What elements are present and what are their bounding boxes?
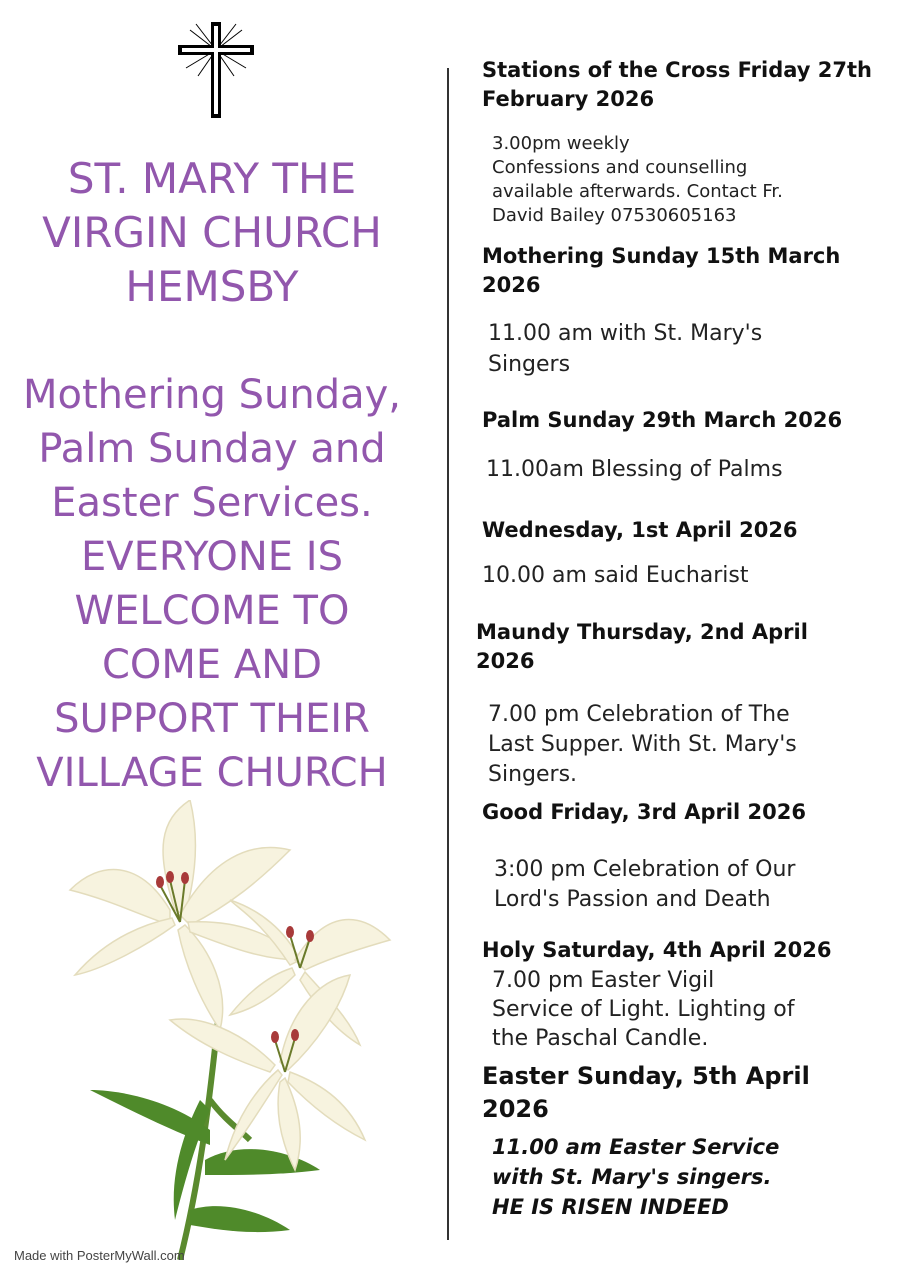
church-title-line: VIRGIN CHURCH	[42, 208, 382, 257]
event-detail-line: Confessions and counselling	[492, 157, 748, 178]
event-details	[492, 1132, 779, 1222]
event-heading	[482, 242, 840, 300]
event-detail-line: with St. Mary's singers.	[492, 1165, 772, 1189]
event-detail-line: Singers.	[488, 762, 578, 787]
event-details	[488, 318, 762, 380]
church-title-line: ST. MARY THE	[67, 154, 357, 203]
event-heading-line: Wednesday, 1st April 2026	[482, 518, 798, 542]
event-heading	[482, 56, 872, 114]
event-details	[482, 560, 749, 591]
event-detail-line: 10.00 am said Eucharist	[482, 563, 749, 588]
event-detail-line: 11.00 am Easter Service	[492, 1135, 780, 1159]
event-heading-line: February 2026	[482, 87, 655, 111]
event-heading-line: 2026	[476, 649, 535, 673]
announcement-line: EVERYONE IS	[81, 534, 343, 580]
event-heading-line: Holy Saturday, 4th April 2026	[482, 938, 832, 962]
event-details	[492, 966, 795, 1053]
event-details	[486, 454, 783, 485]
event-detail-line: Service of Light. Lighting of	[492, 997, 795, 1022]
event-heading	[482, 798, 806, 827]
announcement-line: Easter Services.	[51, 480, 373, 526]
event-detail-line: 7.00 pm Easter Vigil	[492, 968, 715, 993]
announcement-line: Palm Sunday and	[38, 426, 386, 472]
church-title	[0, 152, 424, 314]
lily-flower-illustration	[60, 800, 400, 1260]
event-detail-line: 3:00 pm Celebration of Our	[494, 857, 796, 882]
event-detail-line: 11.00 am with St. Mary's	[488, 321, 763, 346]
event-heading	[482, 936, 831, 965]
event-detail-line: HE IS RISEN INDEED	[492, 1195, 729, 1219]
event-heading-line: Good Friday, 3rd April 2026	[482, 800, 807, 824]
event-detail-line: Last Supper. With St. Mary's	[488, 732, 797, 757]
event-details	[488, 700, 797, 790]
announcement-line: COME AND	[102, 642, 322, 688]
services-announcement	[0, 368, 424, 800]
event-detail-line: David Bailey 07530605163	[492, 205, 737, 226]
event-detail-line: 3.00pm weekly	[492, 133, 630, 154]
cross-icon	[176, 20, 256, 120]
event-heading-line: 2026	[482, 1095, 549, 1123]
column-divider	[447, 68, 449, 1240]
event-heading-line: Easter Sunday, 5th April	[482, 1062, 810, 1090]
event-detail-line: the Paschal Candle.	[492, 1026, 709, 1051]
event-heading	[482, 1060, 810, 1126]
event-detail-line: available afterwards. Contact Fr.	[492, 181, 783, 202]
event-heading-line: Maundy Thursday, 2nd April	[476, 620, 808, 644]
announcement-line: VILLAGE CHURCH	[36, 750, 388, 796]
event-detail-line: 7.00 pm Celebration of The	[488, 702, 790, 727]
event-details	[494, 855, 795, 915]
event-details	[492, 132, 783, 228]
event-heading	[482, 406, 842, 435]
announcement-line: Mothering Sunday,	[22, 372, 402, 418]
event-detail-line: Lord's Passion and Death	[494, 887, 771, 912]
event-heading	[476, 618, 808, 676]
event-heading-line: 2026	[482, 273, 541, 297]
event-heading-line: Mothering Sunday 15th March	[482, 244, 841, 268]
announcement-line: SUPPORT THEIR	[54, 696, 370, 742]
event-heading-line: Palm Sunday 29th March 2026	[482, 408, 843, 432]
church-title-line: HEMSBY	[125, 262, 299, 311]
event-heading	[482, 516, 798, 545]
announcement-line: WELCOME TO	[74, 588, 350, 634]
event-detail-line: 11.00am Blessing of Palms	[486, 457, 783, 482]
event-heading-line: Stations of the Cross Friday 27th	[482, 58, 873, 82]
watermark: Made with PosterMyWall.com	[14, 1248, 185, 1263]
event-detail-line: Singers	[488, 352, 571, 377]
